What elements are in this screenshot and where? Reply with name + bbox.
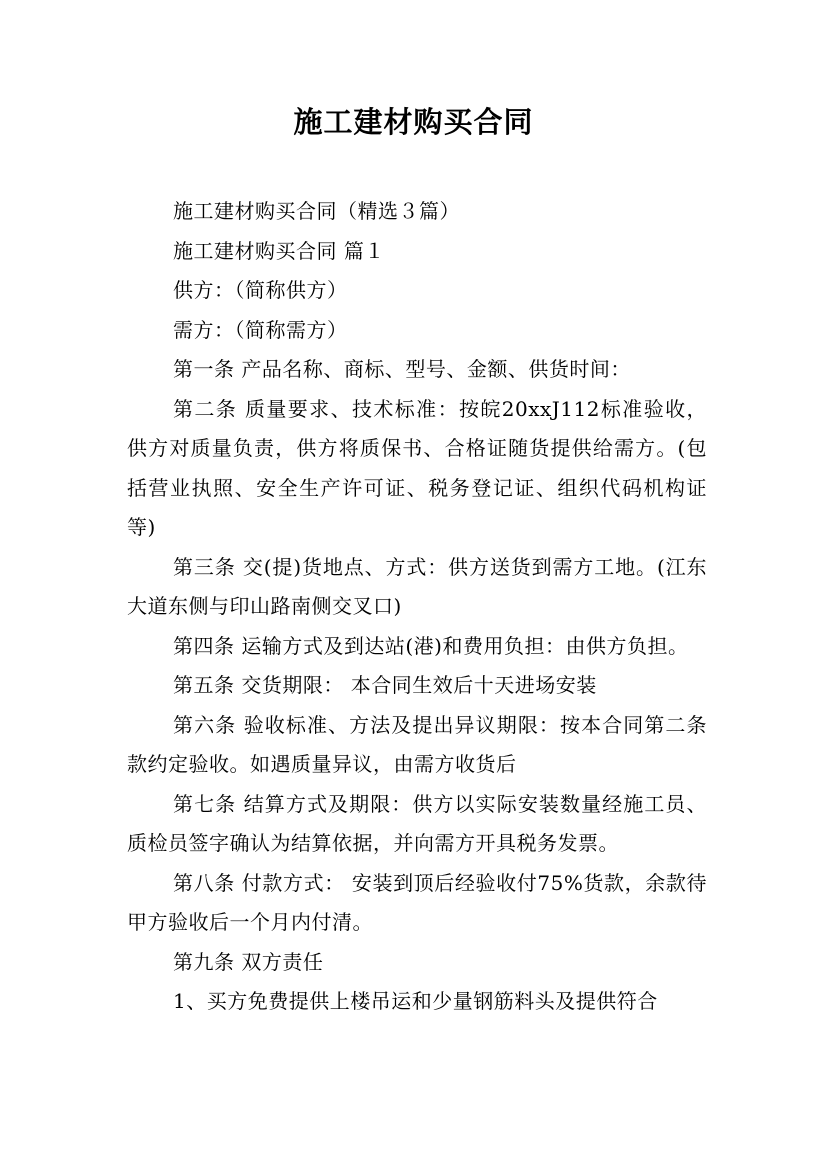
paragraph-article-5: 第五条 交货期限： 本合同生效后十天进场安装: [173, 673, 597, 697]
paragraph-article-8: 第八条 付款方式： 安装到顶后经验收付75%货款，余款待甲方验收后一个月内付清。: [127, 870, 707, 934]
paragraph-article-4: 第四条 运输方式及到达站(港)和费用负担：由供方负担。: [173, 633, 689, 658]
document-title: 施工建材购买合同: [293, 105, 534, 139]
paragraph-article-1: 第一条 产品名称、商标、型号、金额、供货时间：: [173, 357, 631, 381]
paragraph-supplier: 供方：（简称供方）: [173, 278, 348, 302]
paragraph-article-6: 第六条 验收标准、方法及提出异议期限：按本合同第二条款约定验收。如遇质量异议，由需方收货后: [127, 712, 707, 776]
paragraph-article-7: 第七条 结算方式及期限：供方以实际安装数量经施工员、质检员签字确认为结算依据，并向需方开具税务发票。: [127, 791, 707, 855]
paragraph-clause-1: 1、买方免费提供上楼吊运和少量钢筋料头及提供符合: [173, 989, 658, 1013]
paragraph-section-heading: 施工建材购买合同 篇１: [173, 238, 385, 263]
paragraph-article-9: 第九条 双方责任: [173, 949, 324, 974]
document-body: [127, 192, 707, 1022]
paragraph-article-2: 第二条 质量要求、技术标准：按皖20xxJ112标准验收，供方对质量负责，供方将质保书、合格证随货提供给需方。(包括营业执照、安全生产许可证、税务登记证、组织代码机构证等): [127, 396, 707, 539]
paragraph-buyer: 需方：（简称需方）: [173, 317, 348, 342]
paragraph-subtitle: 施工建材购买合同（精选３篇）: [173, 199, 460, 223]
paragraph-article-3: 第三条 交(提)货地点、方式：供方送货到需方工地。(江东大道东侧与印山路南侧交叉口): [127, 554, 707, 618]
